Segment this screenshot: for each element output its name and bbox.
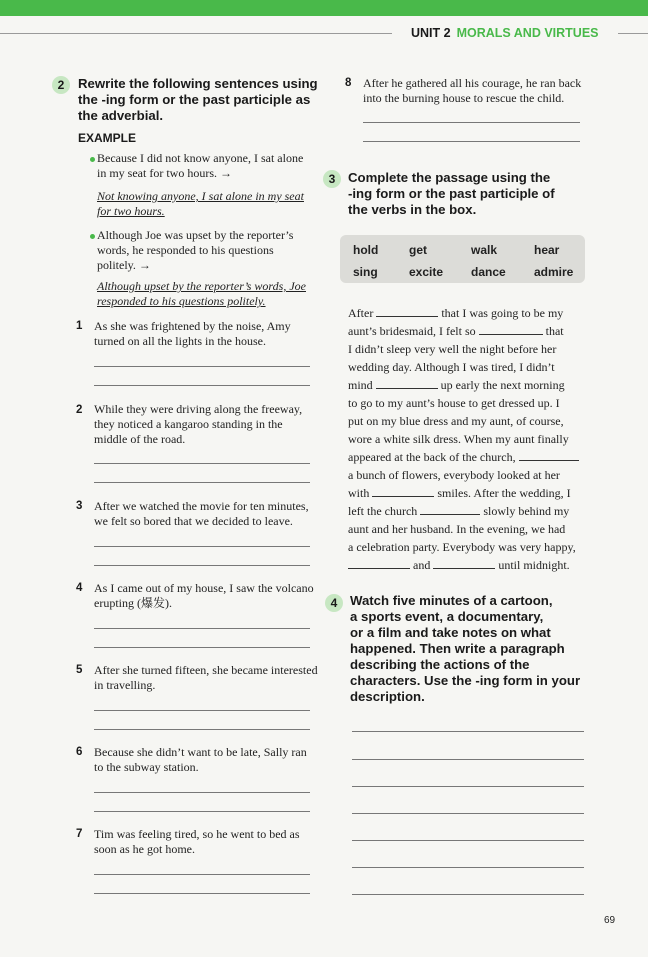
passage-line [348,412,564,430]
passage-text: wore a white silk dress. When my aunt finally [348,432,569,446]
passage-text: a bunch of flowers, everybody looked at her [348,468,560,482]
passage-text: a celebration party. Everybody was very happy, [348,540,576,554]
word: hear [534,243,560,257]
passage-text: wedding day. Although I was tired, I didn’t [348,360,555,374]
bullet [90,157,95,162]
exercise-2-title [78,76,318,124]
item-6-text [94,745,307,775]
text-line: responded to his questions politely. [97,294,266,308]
text-line: Not knowing anyone, I sat alone in my seat [97,189,304,203]
answer-line[interactable] [94,366,310,367]
passage-text: that [545,324,564,338]
passage-line [348,484,571,502]
title-line: description. [350,689,425,704]
text-line: turned on all the lights in the house. [94,334,266,348]
title-line: Rewrite the following sentences using [78,76,318,91]
item-2-text [94,402,302,447]
answer-line[interactable] [94,546,310,547]
blank[interactable] [519,449,579,461]
writing-line[interactable] [352,731,584,732]
title-line: describing the actions of the [350,657,530,672]
answer-line[interactable] [94,385,310,386]
word: get [409,243,427,257]
item-number: 7 [76,828,83,840]
text-line: middle of the road. [94,432,186,446]
passage-line [348,448,579,466]
word: dance [471,265,506,279]
passage-text: smiles. After the wedding, I [437,486,571,500]
text-line: into the burning house to rescue the child. [363,91,565,105]
text-line: Tim was feeling tired, so he went to bed as [94,827,300,841]
blank[interactable] [479,323,543,335]
example-1-question [97,151,303,181]
blank[interactable] [376,377,438,389]
title-line: a sports event, a documentary, [350,609,544,624]
passage-text: until midnight. [498,558,570,572]
passage-text: mind [348,378,373,392]
text-line: Because I did not know anyone, I sat alone [97,151,304,165]
header-rule-right [618,33,648,34]
item-8-text [363,76,581,106]
title-line: the -ing form or the past participle as [78,92,311,107]
passage-text: I didn’t sleep very well the night before her [348,342,557,356]
passage-line [348,520,565,538]
text-line: to the subway station. [94,760,199,774]
word: sing [353,265,378,279]
exercise-4-number: 4 [325,594,343,612]
exercise-4-title [350,593,580,705]
item-number: 5 [76,664,83,676]
item-number: 2 [76,404,83,416]
answer-line[interactable] [94,893,310,894]
example-1-answer [97,189,304,219]
title-line: Watch five minutes of a cartoon, [350,593,553,608]
text-line: we felt so bored that we decided to leave. [94,514,293,528]
text-line: As I came out of my house, I saw the volcano [94,581,314,595]
item-7-text [94,827,300,857]
header-rule-left [0,33,392,34]
exercise-3-number: 3 [323,170,341,188]
passage-text: aunt’s bridesmaid, I felt so [348,324,476,338]
item-4-text [94,581,314,611]
writing-line[interactable] [352,759,584,760]
text-line: As she was frightened by the noise, Amy [94,319,291,333]
passage-text: and [413,558,431,572]
passage-line [348,358,555,376]
passage-line [348,376,565,394]
text-line: in my seat for two hours. → [97,166,232,180]
passage-text: left the church [348,504,418,518]
passage-line [348,538,576,556]
passage-line [348,466,560,484]
item-number: 4 [76,582,83,594]
answer-line[interactable] [363,141,580,142]
passage-text: with [348,486,370,500]
passage-line [348,556,570,574]
blank[interactable] [376,305,438,317]
item-number: 3 [76,500,83,512]
example-2-question [97,228,293,273]
text-line: Although Joe was upset by the reporter’s [97,228,294,242]
passage-text: that I was going to be my [441,306,564,320]
text-line: soon as he got home. [94,842,195,856]
passage-text: After [348,306,374,320]
example-2-answer [97,279,306,309]
answer-line[interactable] [94,482,310,483]
passage-text: aunt and her husband. In the evening, we had [348,522,566,536]
answer-line[interactable] [94,811,310,812]
answer-line[interactable] [94,729,310,730]
text-line: Because she didn’t want to be late, Sally ran [94,745,307,759]
passage-line [348,394,560,412]
blank[interactable] [420,503,480,515]
title-line: the verbs in the box. [348,202,477,217]
word: excite [409,265,444,279]
top-accent-bar [0,0,648,16]
page-number: 69 [604,915,616,926]
passage-text: slowly behind my [483,504,570,518]
answer-line[interactable] [94,628,310,629]
example-label: EXAMPLE [78,131,137,145]
passage-line [348,340,556,358]
text-line: After she turned fifteen, she became interested [94,663,318,677]
text-line: for two hours. [97,204,165,218]
text-line: While they were driving along the freeway, [94,402,303,416]
answer-line[interactable] [94,710,310,711]
title-line: -ing form or the past participle of [348,186,555,201]
unit-label: UNIT 2 [411,26,451,40]
exercise-2-number: 2 [52,76,70,94]
title-line: Complete the passage using the [348,170,551,185]
title-line: happened. Then write a paragraph [350,641,565,656]
passage-text: appeared at the back of the church, [348,450,516,464]
text-line: After he gathered all his courage, he ran back [363,76,582,90]
text-line: words, he responded to his questions [97,243,274,257]
bullet [90,234,95,239]
item-number: 6 [76,746,83,758]
text-line: they noticed a kangaroo standing in the [94,417,283,431]
blank[interactable] [348,557,410,569]
writing-line[interactable] [352,894,584,895]
passage-line [348,322,564,340]
blank[interactable] [372,485,434,497]
passage-line [348,304,563,322]
answer-line[interactable] [94,565,310,566]
word: hold [353,243,379,257]
title-line: or a film and take notes on what [350,625,551,640]
text-line: in travelling. [94,678,156,692]
text-line: erupting (爆发). [94,596,172,610]
answer-line[interactable] [94,874,310,875]
answer-line[interactable] [94,792,310,793]
writing-line[interactable] [352,786,584,787]
text-line: After we watched the movie for ten minutes, [94,499,309,513]
title-line: characters. Use the -ing form in your [350,673,581,688]
item-5-text [94,663,318,693]
text-line: Although upset by the reporter’s words, Joe [97,279,306,293]
item-1-text [94,319,291,349]
exercise-3-title [348,170,555,218]
item-3-text [94,499,309,529]
item-number: 8 [345,77,352,89]
word: admire [534,265,574,279]
passage-text: to go to my aunt’s house to get dressed up. I [348,396,560,410]
passage-line [348,430,569,448]
answer-line[interactable] [363,122,580,123]
passage-line [348,502,569,520]
word: walk [471,243,498,257]
passage-text: put on my blue dress and my aunt, of course, [348,414,564,428]
answer-line[interactable] [94,463,310,464]
passage-text: up early the next morning [440,378,565,392]
writing-line[interactable] [352,867,584,868]
unit-subject: MORALS AND VIRTUES [456,26,599,40]
unit-header [411,26,599,40]
writing-line[interactable] [352,813,584,814]
item-number: 1 [76,320,83,332]
writing-line[interactable] [352,840,584,841]
answer-line[interactable] [94,647,310,648]
blank[interactable] [433,557,495,569]
title-line: the adverbial. [78,108,164,123]
text-line: politely. → [97,258,151,272]
